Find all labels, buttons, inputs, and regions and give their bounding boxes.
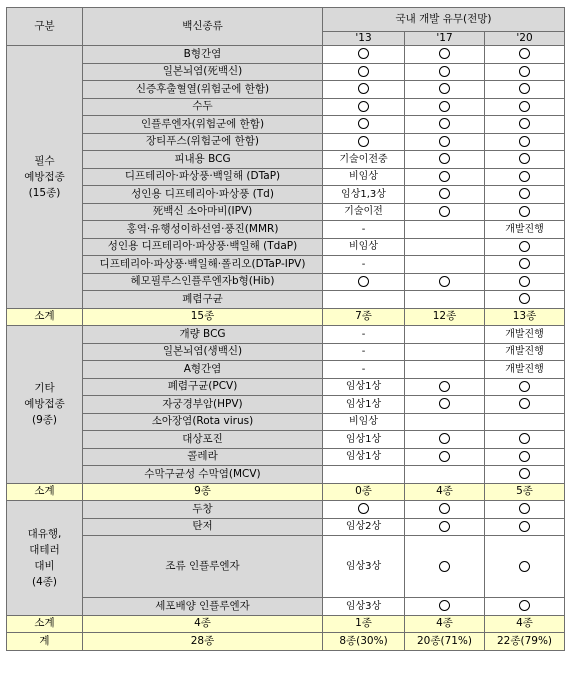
status-2013-cell [323,46,405,64]
status-2020-cell: 개발진행 [485,221,565,239]
status-2017-cell [405,273,485,291]
status-2020-cell: 개발진행 [485,361,565,379]
status-2020-cell [485,413,565,431]
vaccine-name-cell: B형간염 [83,46,323,64]
subtotal-2017: 12종 [405,308,485,326]
table-row [7,203,565,221]
vaccine-name-cell: 피내용 BCG [83,151,323,169]
status-2013-cell: 임상1상 [323,378,405,396]
status-2013-cell [323,81,405,99]
vaccine-name-cell: 대상포진 [83,431,323,449]
circle-mark-icon [519,118,530,129]
status-2013-cell: 임상1상 [323,431,405,449]
circle-mark-icon [439,171,450,182]
vaccine-name-cell: 콜레라 [83,448,323,466]
subtotal-label: 소계 [7,483,83,501]
vaccine-name-cell: 조류 인플루엔자 [83,536,323,598]
table-row [7,361,565,379]
status-2017-cell [405,151,485,169]
grand-total-row [7,633,565,651]
circle-mark-icon [439,600,450,611]
status-2013-cell: 임상1상 [323,448,405,466]
circle-mark-icon [439,503,450,514]
circle-mark-icon [439,83,450,94]
status-2017-cell [405,256,485,274]
status-2013-cell [323,63,405,81]
circle-mark-icon [358,101,369,112]
circle-mark-icon [519,83,530,94]
circle-mark-icon [358,83,369,94]
vaccine-name-cell: 탄저 [83,518,323,536]
status-2013-cell: 비임상 [323,238,405,256]
circle-mark-icon [519,276,530,287]
category-cell: 대유행, 대테러 대비 (4종) [7,501,83,616]
circle-mark-icon [358,48,369,59]
vaccine-name-cell: 성인용 디프테리아·파상풍 (Td) [83,186,323,204]
subtotal-row [7,308,565,326]
vaccine-name-cell: 死백신 소아마비(IPV) [83,203,323,221]
vaccine-name-cell: 일본뇌염(생백신) [83,343,323,361]
vaccine-name-cell: 디프테리아·파상풍·백일해·폴리오(DTaP-IPV) [83,256,323,274]
status-2013-cell: 기술이전중 [323,151,405,169]
status-2020-cell [485,501,565,519]
status-2013-cell [323,466,405,484]
circle-mark-icon [519,600,530,611]
table-row [7,221,565,239]
circle-mark-icon [519,101,530,112]
circle-mark-icon [439,66,450,77]
status-2013-cell: 임상3상 [323,598,405,616]
status-2017-cell [405,378,485,396]
status-2017-cell [405,501,485,519]
status-2013-cell: 임상1,3상 [323,186,405,204]
subtotal-label: 소계 [7,308,83,326]
circle-mark-icon [439,206,450,217]
table-row [7,598,565,616]
status-2013-cell [323,98,405,116]
status-2013-cell: - [323,256,405,274]
table-row [7,326,565,344]
table-row [7,238,565,256]
circle-mark-icon [519,468,530,479]
vaccine-name-cell: 개량 BCG [83,326,323,344]
circle-mark-icon [519,188,530,199]
status-2017-cell [405,598,485,616]
circle-mark-icon [439,451,450,462]
status-2020-cell [485,186,565,204]
vaccine-development-table [6,7,565,651]
vaccine-name-cell: A형간염 [83,361,323,379]
status-2020-cell [485,63,565,81]
circle-mark-icon [439,188,450,199]
status-2013-cell [323,501,405,519]
subtotal-row [7,615,565,633]
table-row [7,256,565,274]
circle-mark-icon [519,521,530,532]
circle-mark-icon [358,276,369,287]
vaccine-name-cell: 성인용 디프테리아·파상풍·백일해 (TdaP) [83,238,323,256]
vaccine-name-cell: 세포배양 인플루엔자 [83,598,323,616]
vaccine-name-cell: 일본뇌염(死백신) [83,63,323,81]
status-2017-cell [405,221,485,239]
status-2017-cell [405,63,485,81]
status-2017-cell [405,116,485,134]
status-2013-cell [323,116,405,134]
circle-mark-icon [519,433,530,444]
status-2017-cell [405,413,485,431]
vaccine-name-cell: 신증후출혈열(위험군에 한함) [83,81,323,99]
subtotal-2013: 7종 [323,308,405,326]
status-2020-cell [485,98,565,116]
status-2017-cell [405,343,485,361]
status-2017-cell [405,133,485,151]
grand-total-2013: 8종(30%) [323,633,405,651]
circle-mark-icon [358,66,369,77]
table-row [7,378,565,396]
subtotal-2013: 0종 [323,483,405,501]
status-2013-cell: 기술이전 [323,203,405,221]
circle-mark-icon [519,48,530,59]
status-2017-cell [405,518,485,536]
table-row [7,81,565,99]
circle-mark-icon [519,241,530,252]
status-2020-cell [485,151,565,169]
table-row [7,343,565,361]
status-2020-cell [485,238,565,256]
status-2017-cell [405,186,485,204]
subtotal-2020: 13종 [485,308,565,326]
status-2020-cell [485,81,565,99]
status-2020-cell [485,448,565,466]
table-row [7,273,565,291]
circle-mark-icon [519,381,530,392]
status-2017-cell [405,203,485,221]
vaccine-name-cell: 두창 [83,501,323,519]
status-2013-cell: - [323,326,405,344]
circle-mark-icon [519,398,530,409]
table-row [7,116,565,134]
table-row [7,46,565,64]
circle-mark-icon [439,398,450,409]
vaccine-name-cell: 디프테리아·파상풍·백일해 (DTaP) [83,168,323,186]
circle-mark-icon [519,503,530,514]
circle-mark-icon [519,258,530,269]
status-2017-cell [405,98,485,116]
status-2020-cell: 개발진행 [485,343,565,361]
status-2017-cell [405,291,485,309]
status-2017-cell [405,396,485,414]
status-2017-cell [405,466,485,484]
status-2020-cell [485,291,565,309]
subtotal-2017: 4종 [405,483,485,501]
circle-mark-icon [439,521,450,532]
table-row [7,133,565,151]
status-2020-cell [485,203,565,221]
vaccine-name-cell: 수두 [83,98,323,116]
circle-mark-icon [358,503,369,514]
status-2020-cell [485,256,565,274]
circle-mark-icon [519,451,530,462]
status-2017-cell [405,81,485,99]
table-row [7,168,565,186]
status-2013-cell [323,273,405,291]
status-2017-cell [405,536,485,598]
status-2020-cell [485,116,565,134]
table-row [7,151,565,169]
circle-mark-icon [439,118,450,129]
circle-mark-icon [439,48,450,59]
status-2013-cell: 비임상 [323,413,405,431]
circle-mark-icon [439,561,450,572]
status-2020-cell [485,378,565,396]
circle-mark-icon [439,101,450,112]
circle-mark-icon [358,118,369,129]
circle-mark-icon [439,276,450,287]
table-row [7,291,565,309]
status-2020-cell [485,168,565,186]
status-2017-cell [405,326,485,344]
circle-mark-icon [439,433,450,444]
table-row [7,98,565,116]
grand-total-2017: 20종(71%) [405,633,485,651]
status-2020-cell [485,46,565,64]
header-row-1 [7,8,565,32]
subtotal-count: 9종 [83,483,323,501]
status-2020-cell [485,431,565,449]
status-2017-cell [405,168,485,186]
status-2013-cell: 비임상 [323,168,405,186]
status-2017-cell [405,431,485,449]
subtotal-2020: 5종 [485,483,565,501]
subtotal-count: 4종 [83,615,323,633]
circle-mark-icon [519,136,530,147]
vaccine-name-cell: 폐렴구균(PCV) [83,378,323,396]
vaccine-name-cell: 폐렴구균 [83,291,323,309]
status-2017-cell [405,361,485,379]
circle-mark-icon [519,153,530,164]
status-2020-cell [485,273,565,291]
subtotal-label: 소계 [7,615,83,633]
subtotal-2017: 4종 [405,615,485,633]
table-row [7,448,565,466]
subtotal-row [7,483,565,501]
header-domestic-development: 국내 개발 유무(전망) [323,8,565,32]
table-row [7,413,565,431]
table-body [7,8,565,651]
status-2013-cell [323,291,405,309]
category-cell: 기타 예방접종 (9종) [7,326,83,484]
circle-mark-icon [519,171,530,182]
table-row [7,186,565,204]
header-year-17: '17 [405,32,485,46]
circle-mark-icon [519,206,530,217]
header-year-13: '13 [323,32,405,46]
category-cell: 필수 예방접종 (15종) [7,46,83,309]
status-2013-cell: 임상2상 [323,518,405,536]
grand-total-2020: 22종(79%) [485,633,565,651]
status-2020-cell [485,466,565,484]
vaccine-name-cell: 홍역·유행성이하선염·풍진(MMR) [83,221,323,239]
table-row [7,518,565,536]
table-row [7,63,565,81]
circle-mark-icon [358,136,369,147]
circle-mark-icon [439,381,450,392]
vaccine-name-cell: 자궁경부암(HPV) [83,396,323,414]
status-2020-cell: 개발진행 [485,326,565,344]
circle-mark-icon [519,561,530,572]
circle-mark-icon [519,293,530,304]
vaccine-name-cell: 인플루엔자(위험군에 한함) [83,116,323,134]
status-2020-cell [485,396,565,414]
header-vaccine-type: 백신종류 [83,8,323,46]
header-gubun: 구분 [7,8,83,46]
status-2020-cell [485,598,565,616]
vaccine-name-cell: 헤모필루스인플루엔자b형(Hib) [83,273,323,291]
status-2020-cell [485,518,565,536]
vaccine-name-cell: 수막구균성 수막염(MCV) [83,466,323,484]
table-row [7,501,565,519]
table-row [7,466,565,484]
status-2020-cell [485,536,565,598]
grand-total-label: 계 [7,633,83,651]
subtotal-count: 15종 [83,308,323,326]
status-2013-cell: - [323,361,405,379]
status-2020-cell [485,133,565,151]
vaccine-name-cell: 소아장염(Rota virus) [83,413,323,431]
status-2017-cell [405,238,485,256]
subtotal-2020: 4종 [485,615,565,633]
status-2013-cell [323,133,405,151]
status-2017-cell [405,46,485,64]
circle-mark-icon [519,66,530,77]
status-2013-cell: - [323,343,405,361]
vaccine-name-cell: 장티푸스(위험군에 한함) [83,133,323,151]
status-2013-cell: 임상1상 [323,396,405,414]
status-2013-cell: 임상3상 [323,536,405,598]
circle-mark-icon [439,153,450,164]
table-row [7,396,565,414]
table-row [7,431,565,449]
status-2017-cell [405,448,485,466]
circle-mark-icon [439,136,450,147]
table-row [7,536,565,598]
header-year-20: '20 [485,32,565,46]
grand-total-count: 28종 [83,633,323,651]
status-2013-cell: - [323,221,405,239]
subtotal-2013: 1종 [323,615,405,633]
